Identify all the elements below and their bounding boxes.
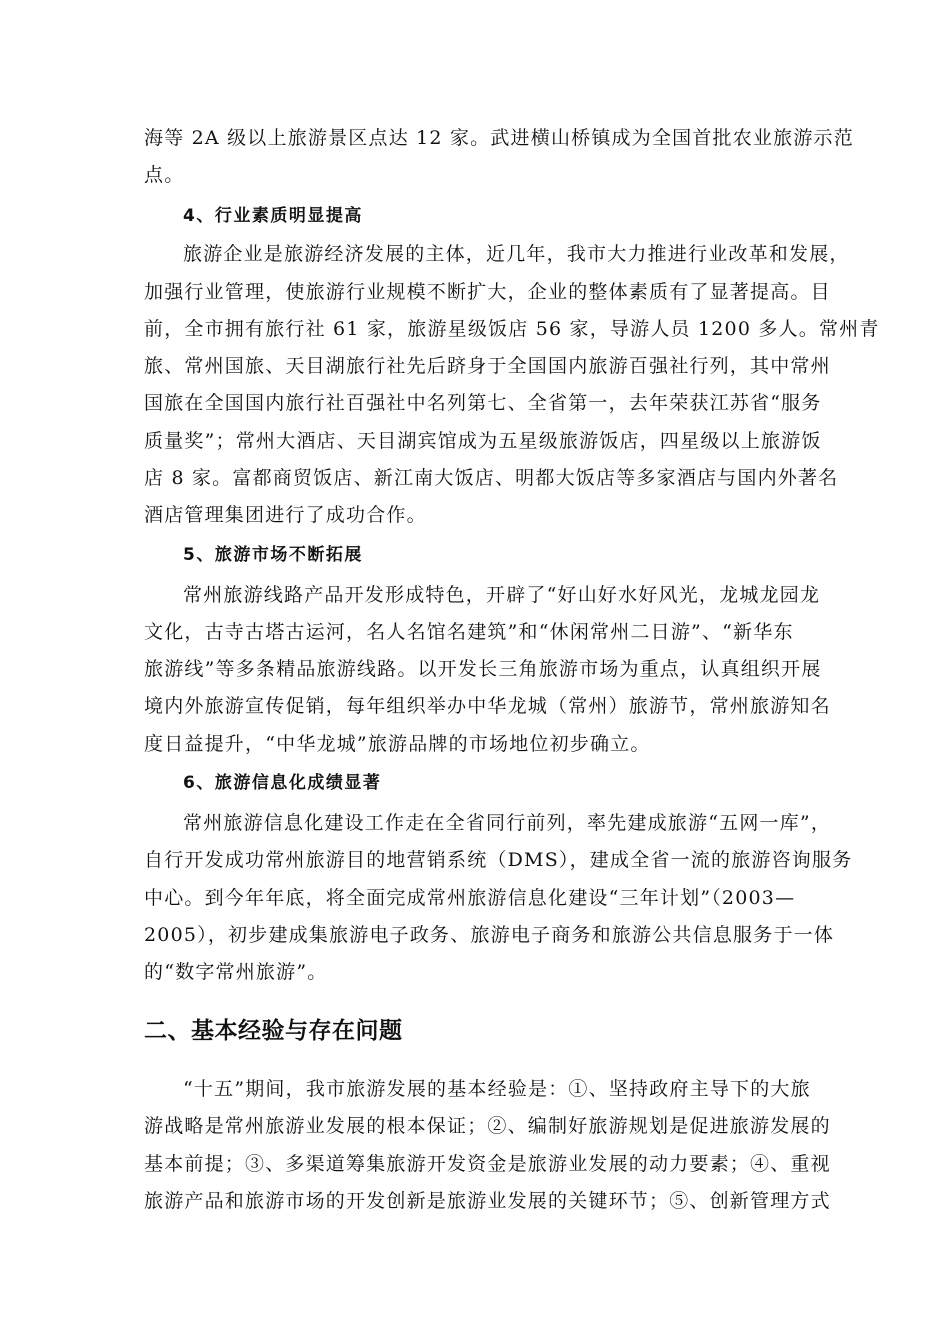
section-heading-6: 6、旅游信息化成绩显著: [183, 773, 382, 793]
paragraph-line: 游战略是常州旅游业发展的根本保证；②、编制好旅游规划是促进旅游发展的: [144, 1115, 831, 1137]
section-heading-4: 4、行业素质明显提高: [183, 206, 363, 226]
paragraph-line: 国旅在全国国内旅行社百强社中名列第七、全省第一，去年荣获江苏省“服务: [144, 392, 822, 414]
paragraph-line: 质量奖”；常州大酒店、天目湖宾馆成为五星级旅游饭店，四星级以上旅游饭: [144, 430, 822, 452]
paragraph-line: 文化，古寺古塔古运河，名人名馆名建筑”和“休闲常州二日游”、“新华东: [144, 621, 794, 643]
paragraph-line: 加强行业管理，使旅游行业规模不断扩大，企业的整体素质有了显著提高。目: [144, 281, 831, 303]
paragraph-line: 自行开发成功常州旅游目的地营销系统（DMS），建成全省一流的旅游咨询服务: [144, 849, 853, 871]
paragraph-line: 中心。到今年年底，将全面完成常州旅游信息化建设“三年计划”（2003—: [144, 887, 796, 909]
paragraph-line: 常州旅游线路产品开发形成特色，开辟了“好山好水好风光，龙城龙园龙: [183, 584, 821, 606]
paragraph-line: 店 8 家。富都商贸饭店、新江南大饭店、明都大饭店等多家酒店与国内外著名: [144, 467, 839, 489]
section-heading-5: 5、旅游市场不断拓展: [183, 545, 363, 565]
paragraph-line: 旅游线”等多条精品旅游线路。以开发长三角旅游市场为重点，认真组织开展: [144, 658, 822, 680]
paragraph-line: 度日益提升，“中华龙城”旅游品牌的市场地位初步确立。: [144, 733, 651, 755]
paragraph-line: 前，全市拥有旅行社 61 家，旅游星级饭店 56 家，导游人员 1200 多人。常州青: [144, 318, 880, 340]
paragraph-line: 旅游产品和旅游市场的开发创新是旅游业发展的关键环节；⑤、创新管理方式: [144, 1190, 831, 1212]
paragraph-line: 基本前提；③、多渠道筹集旅游开发资金是旅游业发展的动力要素；④、重视: [144, 1153, 831, 1175]
paragraph-line: 境内外旅游宣传促销，每年组织举办中华龙城（常州）旅游节，常州旅游知名: [144, 695, 831, 717]
paragraph-line: 海等 2A 级以上旅游景区点达 12 家。武进横山桥镇成为全国首批农业旅游示范: [144, 127, 854, 149]
paragraph-line: 常州旅游信息化建设工作走在全省同行前列，率先建成旅游“五网一库”，: [183, 812, 832, 834]
paragraph-line: 2005），初步建成集旅游电子政务、旅游电子商务和旅游公共信息服务于一体: [144, 924, 835, 946]
paragraph-line: 旅游企业是旅游经济发展的主体，近几年，我市大力推进行业改革和发展，: [183, 243, 850, 265]
chapter-title: 二、基本经验与存在问题: [144, 1018, 403, 1044]
paragraph-line: “十五”期间，我市旅游发展的基本经验是：①、坚持政府主导下的大旅: [183, 1078, 811, 1100]
paragraph-line: 的“数字常州旅游”。: [144, 961, 328, 983]
paragraph-line: 酒店管理集团进行了成功合作。: [144, 504, 427, 526]
paragraph-line: 点。: [144, 164, 185, 186]
paragraph-line: 旅、常州国旅、天目湖旅行社先后跻身于全国国内旅游百强社行列，其中常州: [144, 355, 831, 377]
